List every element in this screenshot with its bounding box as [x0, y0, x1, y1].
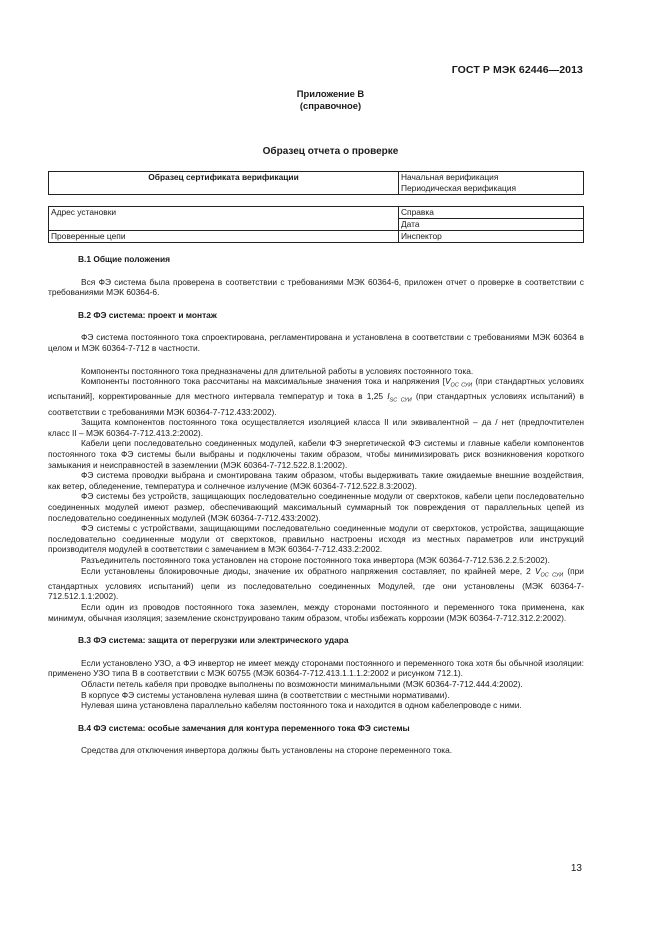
date-cell: Дата	[399, 219, 584, 231]
reference-cell: Справка	[399, 207, 584, 219]
paragraph: Защита компонентов постоянного тока осуществляется изоляцией класса II или эквивалентной – да / нет (предпочтителен класс II – МЭК 60364-7-712.413.2:2002).	[48, 417, 584, 438]
paragraph: Если один из проводов постоянного тока заземлен, между сторонами постоянного и переменного тока применена, как минимум, обычная изоляция; заземление сконструировано таким образом, чтобы избежать коррозии (МЭК 60364-7-712.312.2:2002).	[48, 602, 584, 623]
inspector-cell: Инспектор	[399, 231, 584, 243]
periodic-verification-label: Периодическая верификация	[401, 183, 517, 193]
paragraph: Если установлены блокировочные диоды, значение их обратного напряжения составляет, по крайней мере, 2 $V_{OC СУИ}$ (при стандартных условиях испытаний) цепи из последовательно соединенных Модулей, где они установлены (МЭК 60364-7-712.512.1.1:2002).	[48, 565, 584, 602]
installation-address-cell: Адрес установки	[49, 207, 399, 231]
section-heading-b2: В.2 ФЭ система: проект и монтаж	[78, 309, 217, 320]
section-heading-b1: В.1 Общие положения	[78, 254, 171, 264]
paragraph: Компоненты постоянного тока предназначены для длительной работы в условиях постоянного тока.	[81, 365, 474, 376]
paragraph: Если установлено УЗО, а ФЭ инвертор не имеет между сторонами постоянного и переменного тока хотя бы обычной изоляции: применено УЗО типа В в соответствии с МЭК 60755 (МЭК 60364-7-712.413.1.1.1.2:2002 и рисунком 712.1).	[48, 657, 584, 679]
table-row	[49, 231, 584, 243]
document-title: Образец отчета о проверке	[262, 146, 399, 157]
paragraph: Нулевая шина установлена параллельно кабелям постоянного тока и находится в одном кабелепроводе с ними.	[81, 700, 522, 711]
paragraph: В корпусе ФЭ системы установлена нулевая шина (в соответствии с местными нормативами).	[81, 689, 450, 700]
paragraph: Кабели цепи последовательно соединенных модулей, кабели ФЭ энергетической ФЭ системы и главные кабели компонентов постоянного тока ФЭ системы были выбраны и подключены таким образом, чтобы минимизировать риск возникновения короткого замыкания и неисправностей в заземлении (МЭК 60364-7-712.522.8.1:2002).	[48, 438, 584, 470]
paragraph: ФЭ система постоянного тока спроектирована, регламентирована и установлена в соответствии с требованиями МЭК 60364 в целом и МЭК 60364-7-712 в частности.	[48, 332, 584, 353]
paragraph: ФЭ системы без устройств, защищающих последовательно соединенные модули от сверхтоков, кабели цепи последовательно соединенных модулей имеют размер, обеспечивающий максимальный суммарный ток повреждения от параллельных цепей из последовательно соединенных модулей (МЭК 60364-7-712.433:2002).	[48, 491, 584, 523]
tested-circuits-cell: Проверенные цепи	[49, 231, 399, 243]
initial-verification-label: Начальная верификация	[401, 172, 499, 182]
document-code: ГОСТ Р МЭК 62446—2013	[451, 64, 583, 76]
info-table	[48, 206, 584, 243]
table-row	[49, 207, 584, 219]
appendix-title: Приложение В	[296, 88, 365, 99]
initial-verification-cell	[399, 172, 584, 195]
certificate-head-cell: Образец сертификата верификации	[49, 172, 399, 195]
page-number: 13	[570, 863, 582, 874]
section-heading-b4: В.4 ФЭ система: особые замечания для контура переменного тока ФЭ системы	[78, 722, 410, 733]
paragraph: ФЭ система проводки выбрана и смонтирована таким образом, чтобы выдерживать такие ожидаемые внешние воздействия, как ветер, обледенение, температура и солнечное излучение (МЭК 60364-7-712.522.8.3:2002).	[48, 470, 584, 491]
certificate-table	[48, 171, 584, 195]
paragraph: Вся ФЭ система была проверена в соответствии с требованиями МЭК 60364-6, приложен отчет о проверке в соответствии с требованиями МЭК 60364-6.	[48, 276, 584, 298]
appendix-heading	[0, 88, 661, 112]
paragraph: ФЭ системы с устройствами, защищающими последовательно соединенные модули от сверхтоков, устройства, защищающие последовательно соединенные модули от сверхтоков, правильно настроены исходя из местных параметров или инструкций производителя модулей в соответствии с замечанием в МЭК 60364-7-712.433.2:2002.	[48, 523, 584, 555]
table-row	[49, 172, 584, 195]
appendix-subtitle: (справочное)	[299, 100, 362, 111]
paragraph: Компоненты постоянного тока рассчитаны на максимальные значения тока и напряжения [$V_{OC СУИ}$ (при стандартных условиях испытаний], корректированные для местного интервала температур и тока в 1,25 $I_{SC СУИ}$ (при стандартных условиях испытаний) в соответствии с требованиями МЭК 60364-7-712.433:2002).	[48, 376, 584, 417]
section-heading-b3: В.3 ФЭ система: защита от перегрузки или электрического удара	[78, 635, 349, 646]
paragraph: Разъединитель постоянного тока установлен на стороне постоянного тока инвертора (МЭК 60364-7-712.536.2.2.5:2002).	[81, 555, 550, 565]
paragraph: Средства для отключения инвертора должны быть установлены на стороне переменного тока.	[81, 745, 453, 756]
paragraph: Области петель кабеля при проводке выполнены по возможности минимальными (МЭК 60364-7-712.444.4:2002).	[81, 679, 523, 690]
document-body	[48, 254, 584, 756]
